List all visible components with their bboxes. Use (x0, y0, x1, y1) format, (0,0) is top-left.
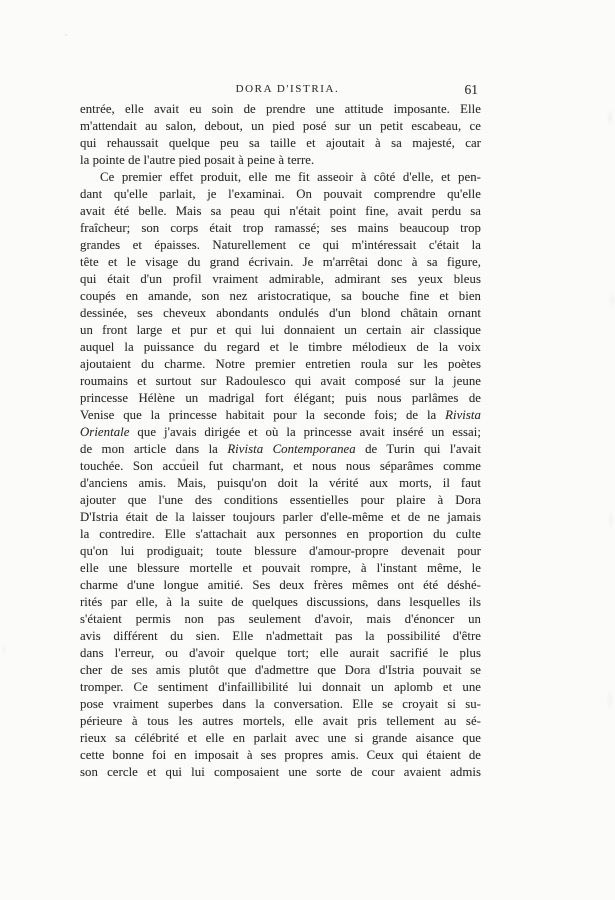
text-line: Orientale que j'avais dirigée et où la princesse avait inséré un essai; (80, 425, 481, 439)
text-line: dessinée, ses cheveux abondants ondulés d'un blond châtain ornant (80, 306, 481, 320)
text-line: de mon article dans la Rivista Contemporanea de Turin qui l'avait (80, 442, 481, 456)
text-line: fraîcheur; son corps était trop ramassé; ses mains beaucoup trop (80, 221, 481, 235)
text-line: ajouter que l'une des conditions essentielles pour plaire à Dora (80, 493, 481, 507)
text-line: Ce premier effet produit, elle me fit asseoir à côté d'elle, et pen- (100, 170, 481, 184)
text-line: s'étaient permis non pas seulement d'avoir, mais d'énoncer un (80, 612, 481, 626)
text-line: la pointe de l'autre pied posait à peine à terre. (80, 153, 315, 167)
text-line: grandes et épaisses. Naturellement ce qui m'intéressait c'était la (80, 238, 481, 252)
text-line: rités par elle, à la suite de quelques discussions, dans lesquelles ils (80, 595, 481, 609)
text-line: cher de ses amis plutôt que d'admettre que Dora d'Istria pouvait se (80, 663, 481, 677)
text-line: entrée, elle avait eu soin de prendre une attitude imposante. Elle (80, 102, 481, 116)
text-line: son cercle et qui lui composaient une sorte de cour avaient admis (80, 765, 481, 779)
text-line: touchée. Son accueil fut charmant, et nous nous séparâmes comme (80, 459, 481, 473)
text-line: d'anciens amis. Mais, puisqu'on doit la vérité aux morts, il faut (80, 476, 481, 490)
text-line: D'Istria était de la laisser toujours parler d'elle-même et de ne jamais (80, 510, 481, 524)
running-title: DORA D'ISTRIA. (235, 83, 340, 95)
text-line: elle une blessure mortelle et pouvait rompre, à l'instant même, le (80, 561, 481, 575)
page-header (80, 82, 481, 98)
text-line: périeure à tous les autres mortels, elle avait pris tellement au sé- (80, 714, 481, 728)
text-line: coupés en amande, son nez aristocratique, sa bouche fine et bien (80, 289, 481, 303)
text-line: dans l'erreur, ou d'avoir quelque tort; elle aurait sacrifié le plus (80, 646, 481, 660)
text-line: m'attendait au salon, debout, un pied posé sur un petit escabeau, ce (80, 119, 481, 133)
text-line: roumains et surtout sur Radoulesco qui avait composé sur la jeune (80, 374, 481, 388)
text-line: rieux sa célébrité et elle en parlait avec une si grande aisance que (80, 731, 481, 745)
paragraph-2 (80, 169, 481, 781)
page-number: 61 (464, 82, 478, 97)
text-line: qu'on lui prodiguait; toute blessure d'amour-propre devenait pour (80, 544, 481, 558)
paragraph-1 (80, 101, 481, 169)
text-line: Venise que la princesse habitait pour la seconde fois; de la Rivista (80, 408, 481, 422)
text-line: auquel la puissance du regard et le timbre mélodieux de la voix (80, 340, 481, 354)
text-line: avis différent du sien. Elle n'admettait pas la possibilité d'être (80, 629, 481, 643)
text-line: princesse Hélène un madrigal fort élégant; puis nous parlâmes de (80, 391, 481, 405)
text-line: cette bonne foi en imposait à ses propres amis. Ceux qui étaient de (80, 748, 481, 762)
text-line: tête et le visage du grand écrivain. Je m'arrêtai donc à sa figure, (80, 255, 481, 269)
text-line: la contredire. Elle s'attachait aux personnes en proportion du culte (80, 527, 481, 541)
text-line: qui était d'un profil vraiment admirable, admirant ses yeux bleus (80, 272, 481, 286)
text-line: tromper. Ce sentiment d'infaillibilité lui donnait un aplomb et une (80, 680, 481, 694)
text-line: charme d'une longue amitié. Ses deux frères mêmes ont été déshé- (80, 578, 481, 592)
text-line: qui rehaussait quelque peu sa taille et ajoutait à sa majesté, car (80, 136, 481, 150)
text-line: un front large et pur et qui lui donnaient un certain air classique (80, 323, 481, 337)
text-line: dant qu'elle parlait, je l'examinai. On pouvait comprendre qu'elle (80, 187, 481, 201)
page-body (80, 101, 481, 781)
text-line: avait été belle. Mais sa peau qui n'était point fine, avait perdu sa (80, 204, 481, 218)
text-line: pose vraiment superbes dans la conversation. Elle se croyait si su- (80, 697, 481, 711)
text-line: ajoutaient du charme. Notre premier entretien roula sur les poètes (80, 357, 481, 371)
